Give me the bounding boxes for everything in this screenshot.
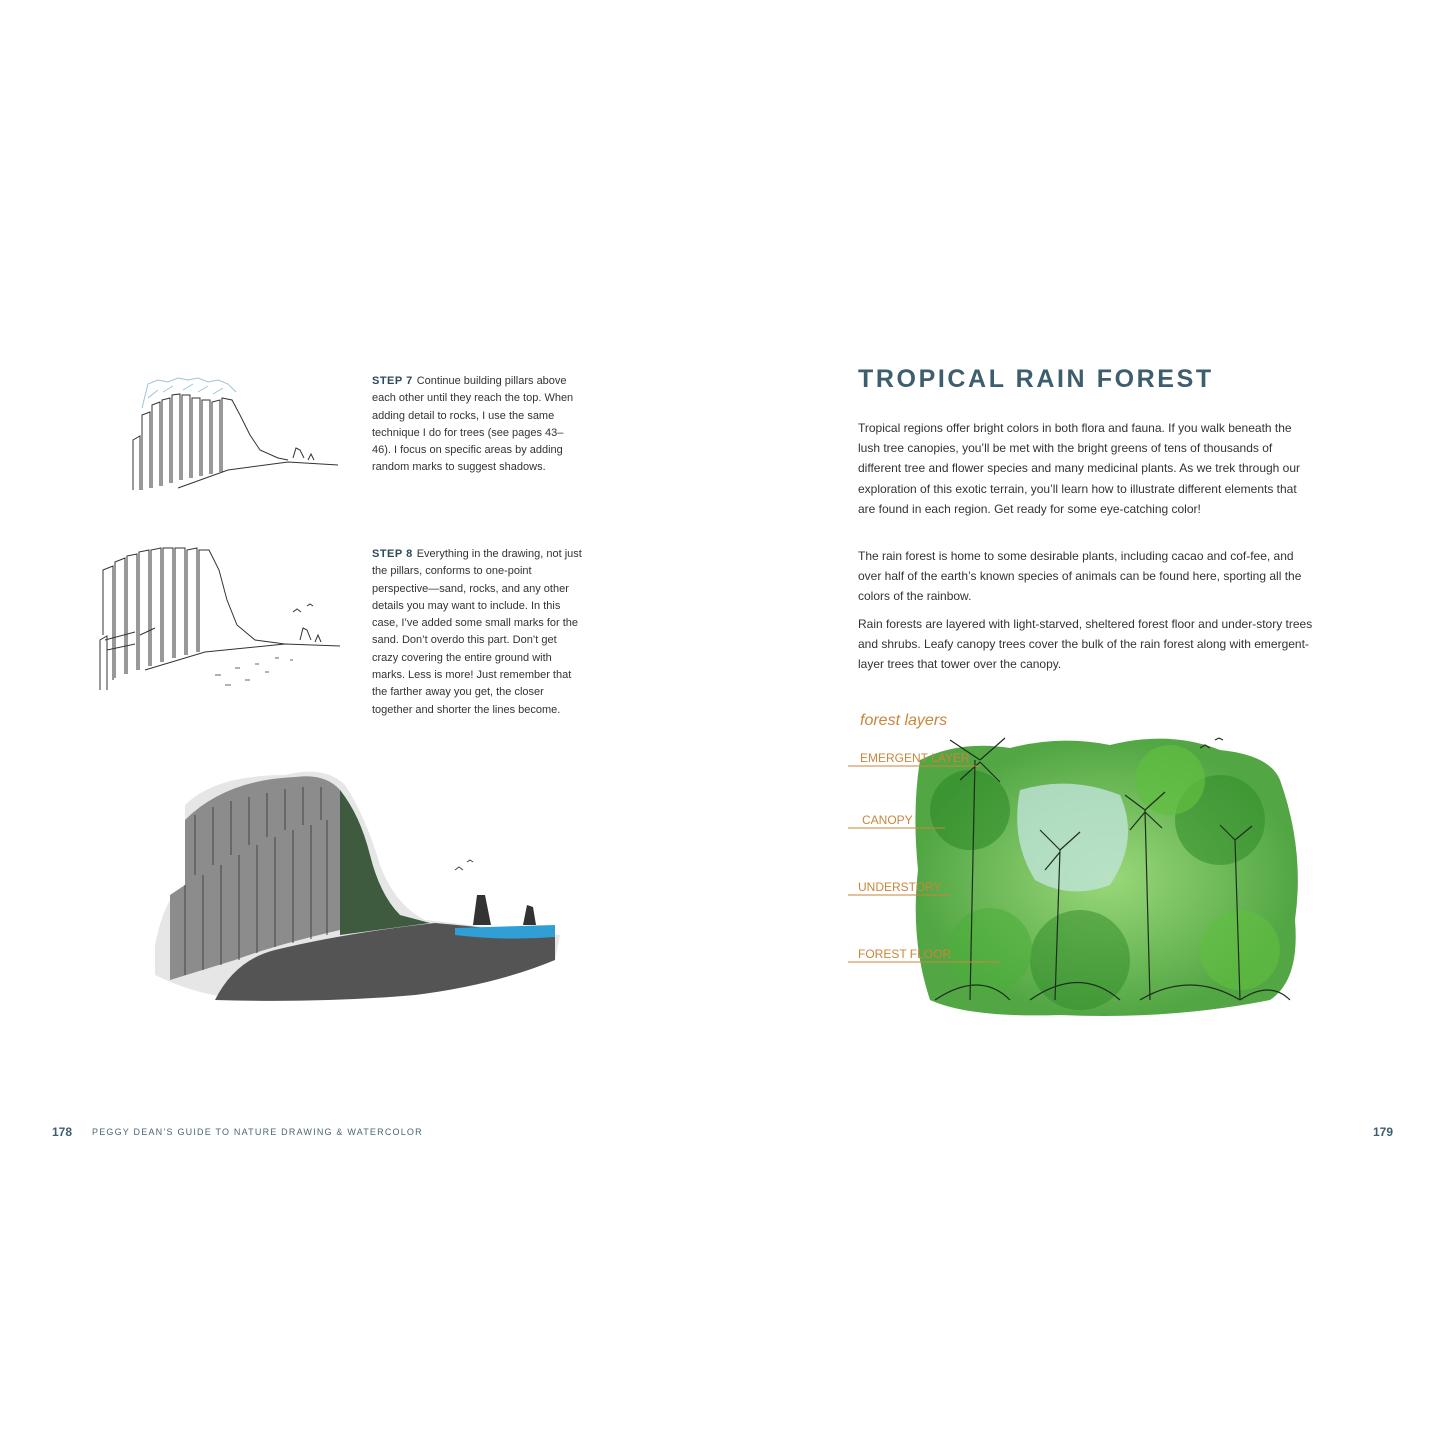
- step7-instructions: [372, 373, 582, 477]
- forest-layers-heading: forest layers: [860, 712, 948, 729]
- section-title: TROPICAL RAIN FOREST: [858, 365, 1214, 393]
- paragraph-2: The rain forest is home to some desirable plants, including cacao and cof-fee, and over half of the earth’s known species of animals can be found here, sporting all the colors of the rainbow.: [858, 549, 1302, 604]
- layer-label-emergent: EMERGENT LAYER: [860, 751, 970, 765]
- layer-label-understory: UNDERSTORY: [858, 880, 942, 894]
- left-page: [0, 0, 722, 1445]
- step8-pillar-sketch: [95, 540, 345, 700]
- layer-label-forest-floor: FOREST FLOOR: [858, 947, 952, 961]
- running-title: PEGGY DEAN’S GUIDE TO NATURE DRAWING & WATERCOLOR: [92, 1127, 423, 1137]
- layer-label-canopy: CANOPY: [862, 813, 913, 827]
- step8-label: STEP 8: [372, 548, 413, 560]
- step8-text: Everything in the drawing, not just the pillars, conforms to one-point perspective—sand, rocks, and any other details you may want to include. In this case, I’ve added some small marks for the sand. Don’t overdo this part. Don’t get crazy covering the entire ground with marks. Less is more! Just remember that the farther away you get, the closer together and shorter the lines become.: [372, 548, 582, 716]
- page-number-right: 179: [1373, 1125, 1394, 1139]
- watercolor-cliff-illustration: [155, 745, 565, 1005]
- right-page: [722, 0, 1445, 1445]
- step7-text: Continue building pillars above each other until they reach the top. When adding detail to rocks, I use the same technique I do for trees (see pages 43–46). I focus on specific areas by adding random marks to suggest shadows.: [372, 375, 574, 474]
- forest-layers-illustration: [840, 700, 1310, 1035]
- step7-label: STEP 7: [372, 375, 413, 387]
- paragraph-1: Tropical regions offer bright colors in both flora and fauna. If you walk beneath the lush tree canopies, you’ll be met with the bright greens of tens of thousands of different tree and flower species and many medicinal plants. As we trek through our exploration of this exotic terrain, you’ll learn how to illustrate different elements that are found in each region. Get ready for some eye-catching color!: [858, 421, 1301, 516]
- page-number-left: 178: [52, 1125, 73, 1139]
- step8-instructions: [372, 546, 582, 719]
- paragraph-3: Rain forests are layered with light-starved, sheltered forest floor and under-story trees and shrubs. Leafy canopy trees cover the bulk of the rain forest along with emergent-layer trees that tower over the canopy.: [858, 617, 1313, 672]
- step7-pillar-sketch: [128, 370, 343, 495]
